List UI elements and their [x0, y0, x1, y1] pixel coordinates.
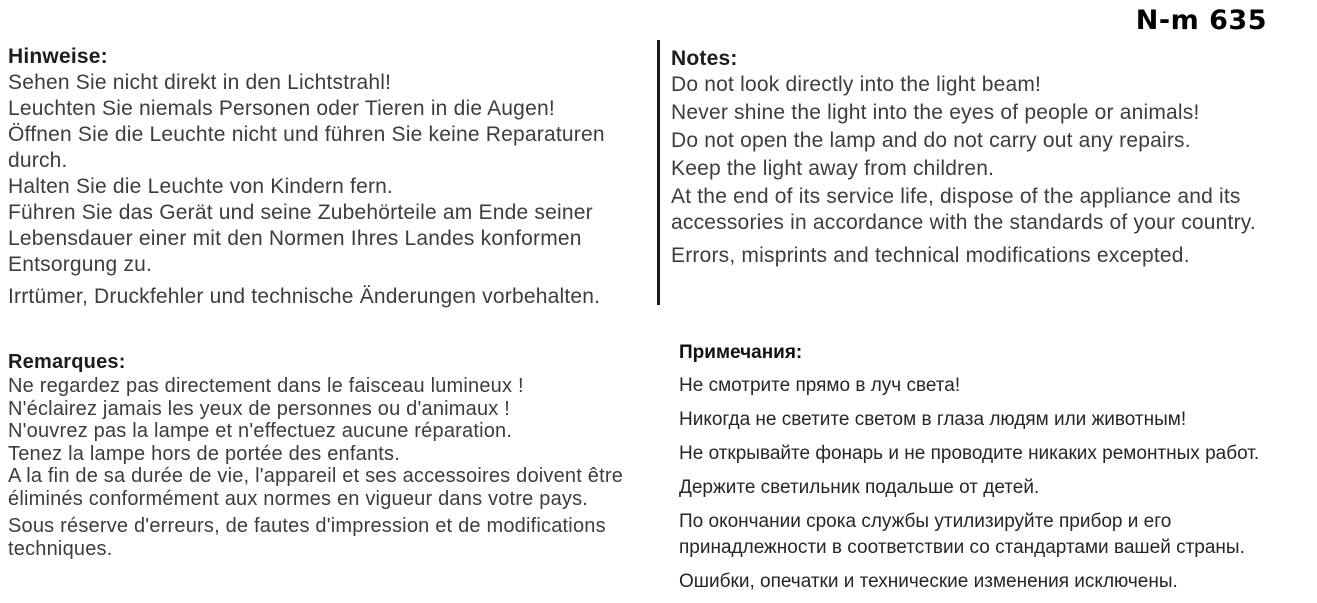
- german-paragraph: Irrtümer, Druckfehler und technische Änderungen vorbehalten.: [8, 285, 601, 308]
- french-paragraph: Sous réserve d'erreurs, de fautes d'impression et de modifications techniques.: [8, 515, 606, 560]
- section-french-notes: [8, 349, 684, 560]
- french-paragraph: Tenez la lampe hors de portée des enfants.: [8, 442, 400, 465]
- english-paragraph: Keep the light away from children.: [671, 157, 995, 180]
- russian-paragraph: По окончании срока службы утилизируйте прибор и его принадлежности в соответствии со стандартами вашей страны.: [679, 511, 1245, 558]
- german-paragraph: Öffnen Sie die Leuchte nicht und führen Sie keine Reparaturen durch.: [8, 123, 605, 172]
- english-paragraph: Do not look directly into the light beam!: [671, 73, 1042, 96]
- english-paragraph: Never shine the light into the eyes of people or animals!: [671, 101, 1200, 124]
- french-paragraph: N'ouvrez pas la lampe et n'effectuez aucune réparation.: [8, 420, 513, 442]
- german-paragraph: Leuchten Sie niemals Personen oder Tieren in die Augen!: [8, 97, 555, 120]
- french-paragraph: N'éclairez jamais les yeux de personnes ou d'animaux !: [8, 397, 511, 420]
- french-paragraph: Ne regardez pas directement dans le faisceau lumineux !: [8, 375, 524, 397]
- english-paragraph: Errors, misprints and technical modifications excepted.: [671, 244, 1190, 267]
- english-section-title: Notes:: [671, 47, 738, 70]
- russian-section-title: Примечания:: [679, 342, 803, 363]
- section-german-notes: [8, 44, 658, 310]
- german-paragraph: Führen Sie das Gerät und seine Zubehörteile am Ende seiner Lebensdauer einer mit den Normen Ihres Landes konformen Entsorgung zu.: [8, 201, 593, 276]
- german-paragraph: Sehen Sie nicht direkt in den Lichtstrahl!: [8, 71, 392, 94]
- section-english-notes: [671, 46, 1305, 271]
- russian-paragraph: Не открывайте фонарь и не проводите никаких ремонтных работ.: [679, 443, 1260, 464]
- model-number: N-m 635: [1135, 5, 1267, 36]
- russian-paragraph: Не смотрите прямо в луч света!: [679, 375, 961, 396]
- german-section-title: Hinweise:: [8, 45, 108, 68]
- french-paragraph: A la fin de sa durée de vie, l'appareil et ses accessoires doivent être éliminés conformément aux normes en vigueur dans votre pays.: [8, 465, 624, 510]
- english-paragraph: At the end of its service life, dispose of the appliance and its accessories in accordance with the standards of your country.: [671, 185, 1256, 234]
- russian-paragraph: Никогда не светите светом в глаза людям или животным!: [679, 409, 1187, 430]
- russian-paragraph: Держите светильник подальше от детей.: [679, 477, 1040, 498]
- german-paragraph: Halten Sie die Leuchte von Kindern fern.: [8, 175, 394, 198]
- russian-paragraph: Ошибки, опечатки и технические изменения исключены.: [679, 571, 1178, 592]
- section-russian-notes: [679, 340, 1303, 603]
- french-section-title: Remarques:: [8, 351, 126, 373]
- english-paragraph: Do not open the lamp and do not carry out any repairs.: [671, 129, 1191, 152]
